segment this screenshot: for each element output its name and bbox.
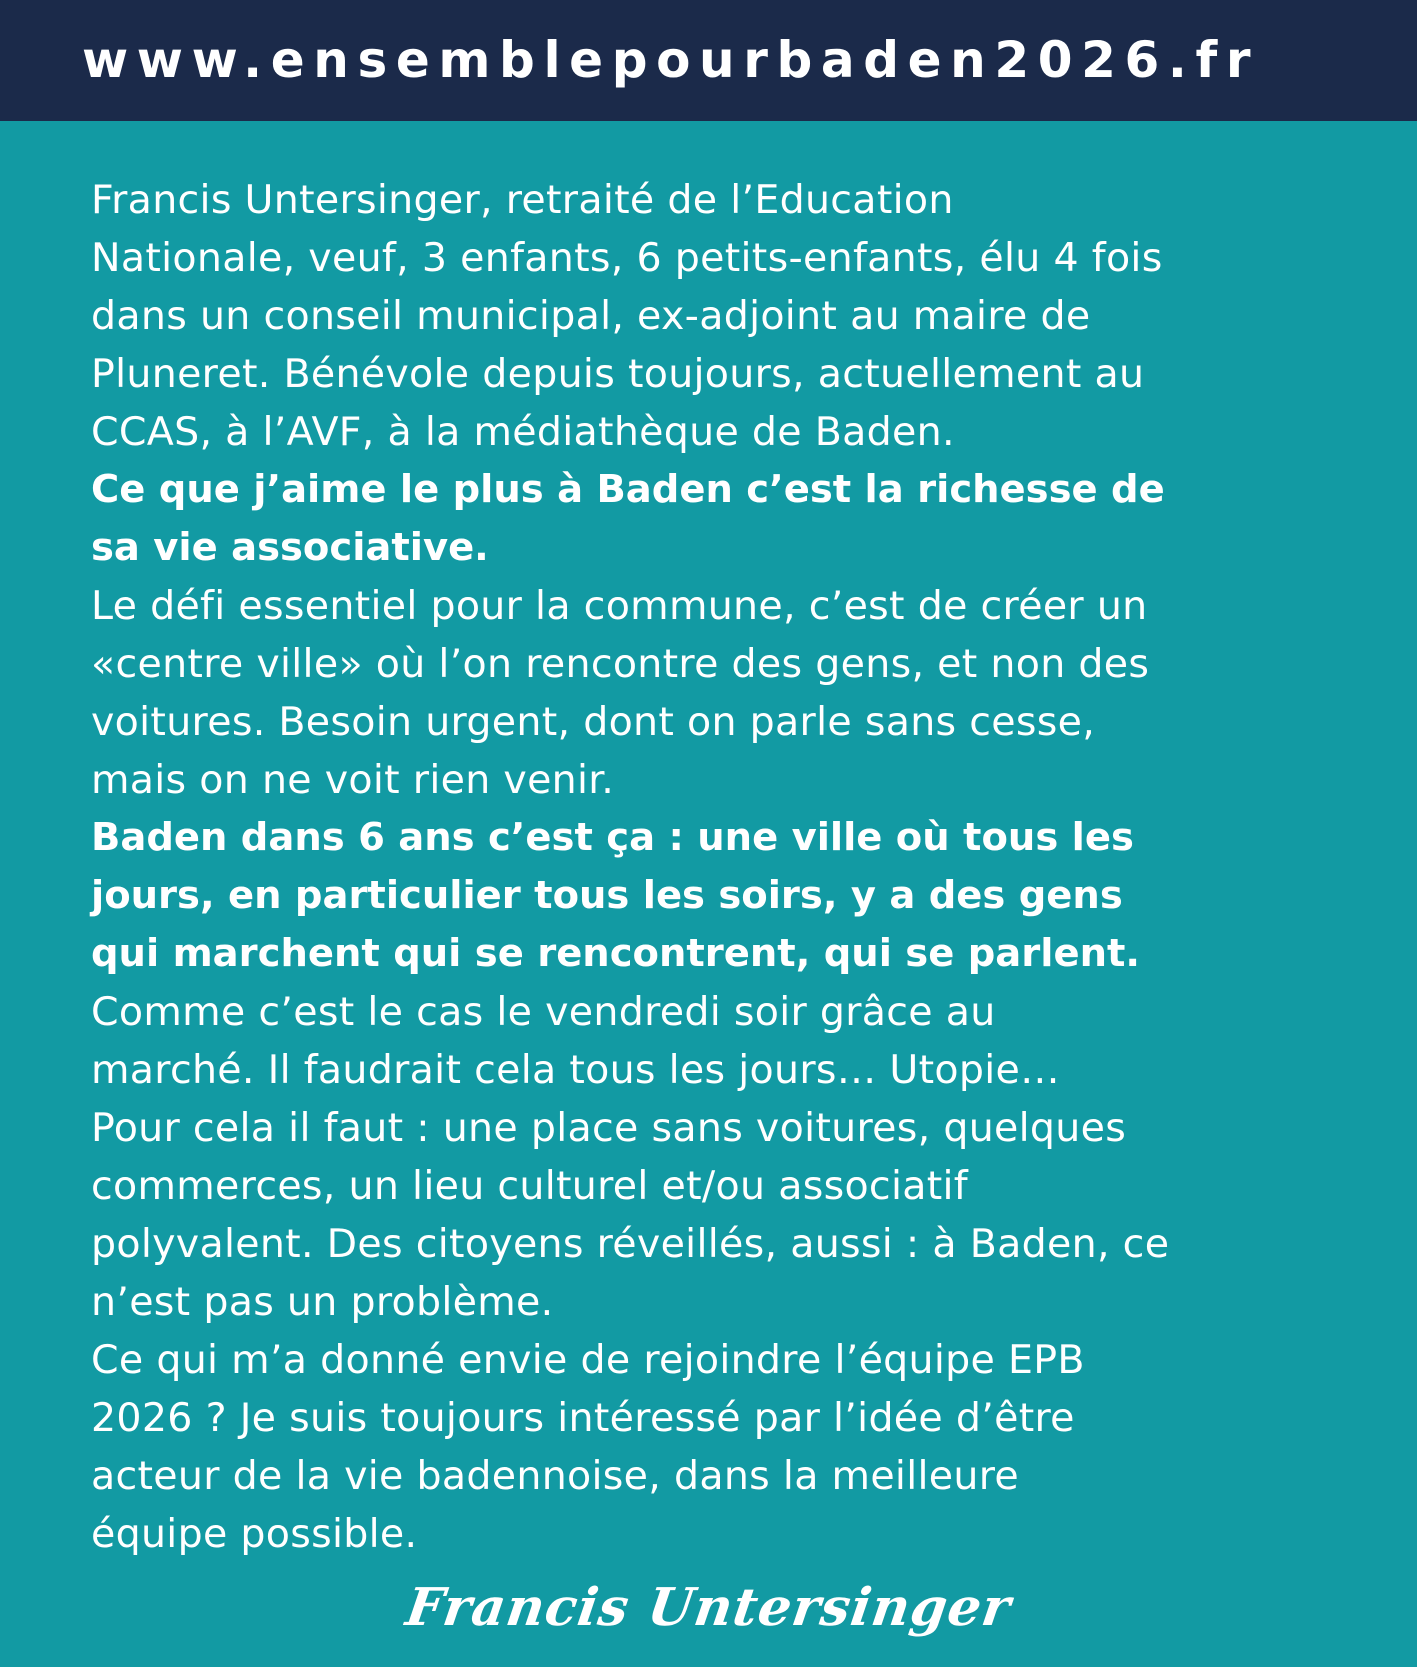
bold-text-line: Baden dans 6 ans c’est ça : une ville où tous les [91, 815, 1134, 860]
text-line: commerces, un lieu culturel et/ou associatif [91, 1163, 968, 1209]
text-line: Nationale, veuf, 3 enfants, 6 petits-enfants, élu 4 fois [91, 235, 1163, 281]
text-line: Pour cela il faut : une place sans voitures, quelques [91, 1105, 1127, 1151]
text-line: dans un conseil municipal, ex-adjoint au maire de [91, 293, 1091, 339]
text-line: «centre ville» où l’on rencontre des gens, et non des [91, 641, 1150, 687]
testimonial-text [91, 171, 1381, 1563]
text-line: mais on ne voit rien venir. [91, 757, 615, 803]
text-line: Francis Untersinger, retraité de l’Education [91, 177, 954, 223]
bold-text-line: jours, en particulier tous les soirs, y a des gens [91, 873, 1123, 918]
text-line: acteur de la vie badennoise, dans la meilleure [91, 1453, 1019, 1499]
bold-text-line: Ce que j’aime le plus à Baden c’est la richesse de [91, 467, 1165, 512]
text-line: n’est pas un problème. [91, 1279, 554, 1325]
text-line: 2026 ? Je suis toujours intéressé par l’idée d’être [91, 1395, 1075, 1441]
site-url: www.ensemblepourbaden2026.fr [82, 31, 1260, 89]
bold-text-line: qui marchent qui se rencontrent, qui se parlent. [91, 931, 1141, 976]
signature: Francis Untersinger [402, 1577, 1015, 1638]
text-line: polyvalent. Des citoyens réveillés, aussi : à Baden, ce [91, 1221, 1170, 1267]
bold-text-line: sa vie associative. [91, 525, 489, 570]
header-bar [0, 0, 1417, 121]
text-line: voitures. Besoin urgent, dont on parle sans cesse, [91, 699, 1096, 745]
text-line: Comme c’est le cas le vendredi soir grâce au [91, 989, 996, 1035]
text-line: Ce qui m’a donné envie de rejoindre l’équipe EPB [91, 1337, 1085, 1383]
text-line: équipe possible. [91, 1511, 418, 1557]
text-line: marché. Il faudrait cela tous les jours… Utopie… [91, 1047, 1060, 1093]
text-line: CCAS, à l’AVF, à la médiathèque de Baden. [91, 409, 955, 455]
text-line: Le défi essentiel pour la commune, c’est de créer un [91, 583, 1148, 629]
text-line: Pluneret. Bénévole depuis toujours, actuellement au [91, 351, 1145, 397]
